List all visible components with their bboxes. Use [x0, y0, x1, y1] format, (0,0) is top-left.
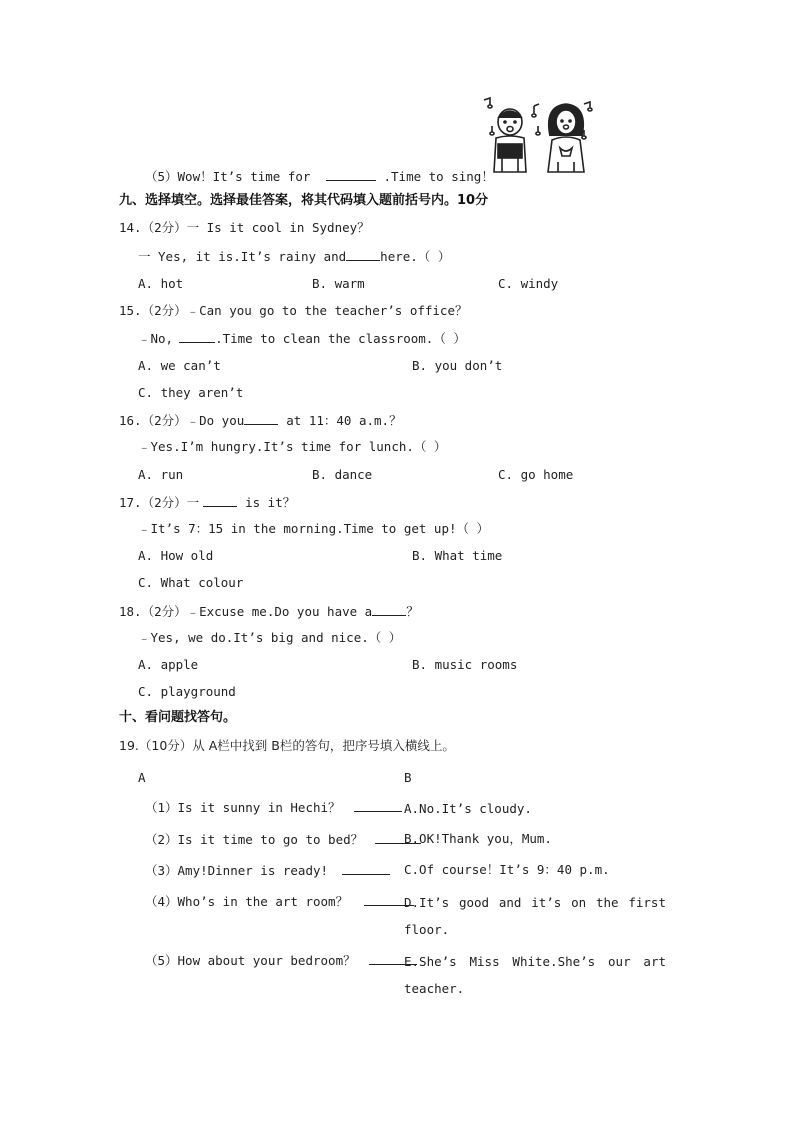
prev-question-5-text: （5）Wow！It’s time for: [145, 169, 311, 184]
match-a-item-1-text: （1）Is it sunny in Hechi？: [145, 800, 341, 815]
question-18-option-c[interactable]: C. playground: [138, 684, 236, 699]
question-14-reply-text: 一 Yes, it is.It’s rainy and: [138, 249, 347, 264]
question-15-option-c[interactable]: C. they aren’t: [138, 385, 244, 400]
column-a-header: A: [138, 770, 146, 785]
match-b-item-d-line-1: D.It’s good and it’s on the first: [404, 895, 666, 910]
match-b-item-e-line-2: teacher.: [404, 981, 465, 996]
question-15-option-b[interactable]: B. you don’t: [412, 358, 503, 373]
match-a-item-5-text: （5）How about your bedroom？: [145, 953, 356, 968]
question-17-stem-text-after: is it？: [245, 495, 296, 510]
question-18-stem: [119, 603, 419, 620]
prev-question-5-text-after: .Time to sing！: [383, 169, 494, 184]
column-b-header: B: [404, 770, 412, 785]
question-17-reply: ﹣It’s 7：15 in the morning.Time to get up!（ ）: [138, 521, 490, 536]
answer-blank[interactable]: [342, 862, 390, 875]
question-16-reply: ﹣Yes.I’m hungry.It’s time for lunch.（ ）: [138, 439, 447, 454]
singing-children-illustration: [478, 96, 602, 180]
question-16-option-a[interactable]: A. run: [138, 467, 184, 482]
answer-blank[interactable]: [179, 330, 215, 343]
match-b-item-b: B.OK!Thank you，Mum.: [404, 831, 552, 846]
question-15-reply-text: ﹣No,: [138, 331, 174, 346]
match-a-item-3-text: （3）Amy!Dinner is ready!: [145, 863, 329, 878]
question-15-reply: [138, 330, 466, 347]
question-14-option-c[interactable]: C. windy: [498, 276, 559, 291]
question-17-option-c[interactable]: C. What colour: [138, 575, 244, 590]
question-16-stem-text: 16.（2分）﹣Do you: [119, 413, 245, 428]
question-14-option-a[interactable]: A. hot: [138, 276, 184, 291]
question-14-option-b[interactable]: B. warm: [312, 276, 365, 291]
question-14-reply: [138, 248, 450, 265]
match-b-item-d-line-2: floor.: [404, 922, 450, 937]
answer-blank[interactable]: [354, 799, 402, 812]
question-16-stem: [119, 412, 402, 429]
question-16-stem-text-after: at 11：40 a.m.？: [286, 413, 402, 428]
section-9-title: 九、选择填空。选择最佳答案，将其代码填入题前括号内。10分: [119, 193, 489, 208]
prev-question-5: [145, 168, 494, 185]
match-b-item-e: [404, 954, 666, 970]
match-a-item-2-text: （2）Is it time to go to bed？: [145, 832, 364, 847]
answer-blank[interactable]: [346, 248, 380, 261]
answer-blank[interactable]: [326, 168, 376, 181]
answer-blank[interactable]: [372, 603, 406, 616]
match-b-item-c: C.Of course！It’s 9：40 p.m.: [404, 862, 610, 877]
match-b-item-d: [404, 895, 666, 911]
question-14-reply-bracket: here.（ ）: [380, 249, 451, 264]
question-18-stem-text-after: ？: [406, 604, 419, 619]
question-18-option-b[interactable]: B. music rooms: [412, 657, 518, 672]
question-14-stem: 14.（2分）一 Is it cool in Sydney？: [119, 220, 370, 235]
match-a-item-2: [145, 831, 421, 848]
question-18-option-a[interactable]: A. apple: [138, 657, 199, 672]
question-18-reply: ﹣Yes, we do.It’s big and nice.（ ）: [138, 630, 402, 645]
match-a-item-1: [145, 799, 402, 816]
section-10-title: 十、看问题找答句。: [119, 710, 237, 725]
question-19-stem: 19.（10分）从 A栏中找到 B栏的答句，把序号填入横线上。: [119, 738, 455, 753]
match-b-item-e-line-1: E.She’s Miss White.She’s our art: [404, 954, 666, 969]
answer-blank[interactable]: [244, 412, 278, 425]
question-17-stem-text: 17.（2分）一: [119, 495, 200, 510]
match-a-item-3: [145, 862, 390, 879]
match-a-item-4-text: （4）Who’s in the art room？: [145, 894, 349, 909]
question-17-stem: [119, 494, 295, 511]
question-16-option-b[interactable]: B. dance: [312, 467, 373, 482]
question-15-option-a[interactable]: A. we can’t: [138, 358, 221, 373]
match-a-item-4: [145, 893, 414, 910]
match-b-item-a: A.No.It’s cloudy.: [404, 801, 532, 816]
question-15-stem: 15.（2分）﹣Can you go to the teacher’s office？: [119, 303, 468, 318]
answer-blank[interactable]: [203, 494, 237, 507]
question-17-option-b[interactable]: B. What time: [412, 548, 503, 563]
question-15-reply-bracket: .Time to clean the classroom.（ ）: [215, 331, 466, 346]
question-18-stem-text: 18.（2分）﹣Excuse me.Do you have a: [119, 604, 373, 619]
match-a-item-5: [145, 952, 417, 969]
question-16-option-c[interactable]: C. go home: [498, 467, 574, 482]
question-17-option-a[interactable]: A. How old: [138, 548, 214, 563]
